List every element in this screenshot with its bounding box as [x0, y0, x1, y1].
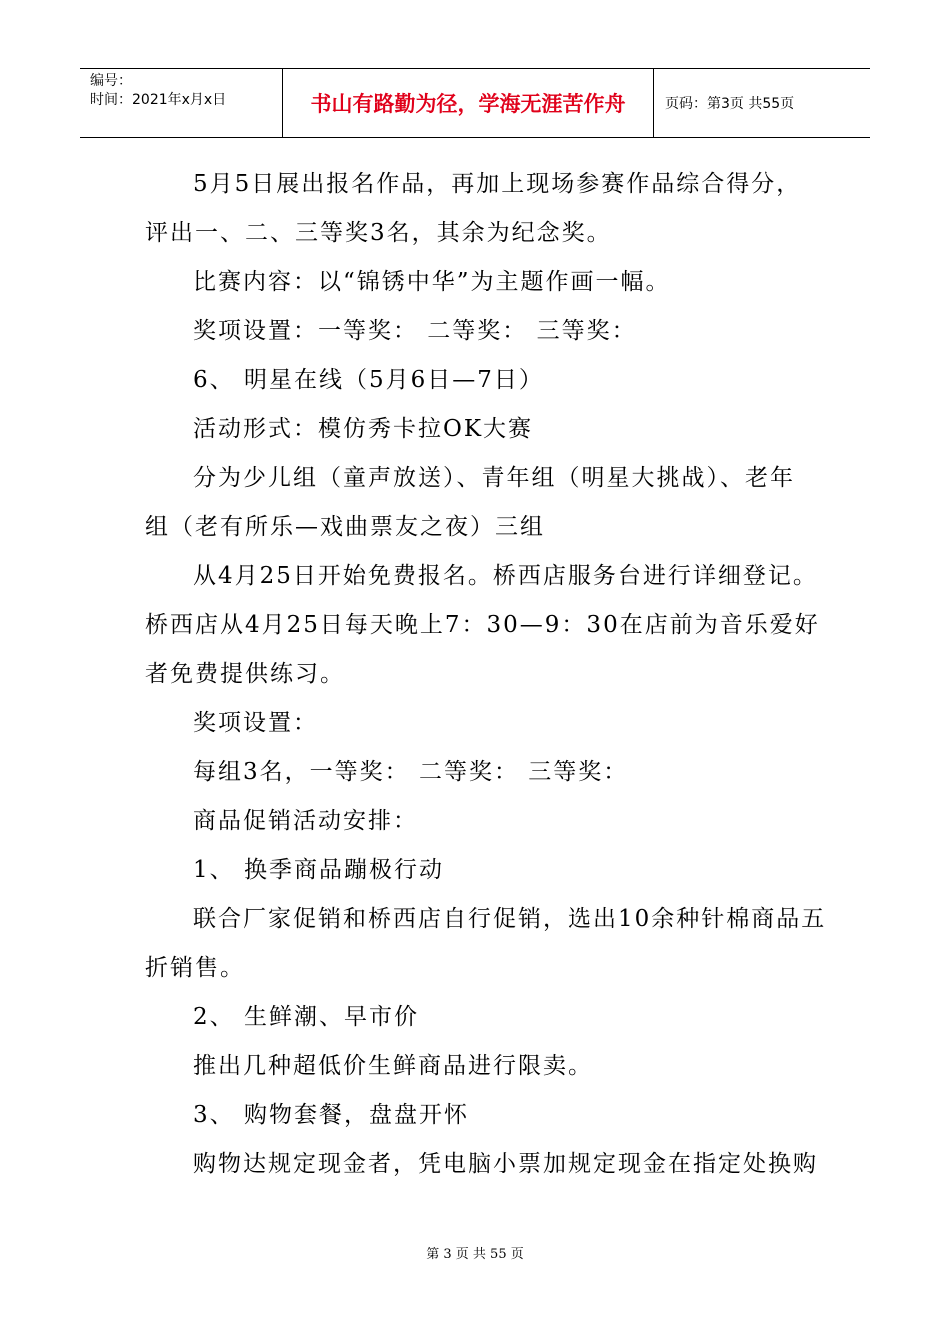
text-line: 分为少儿组（童声放送）、青年组（明星大挑战）、老年 — [193, 465, 795, 491]
text-line: 组（老有所乐—戏曲票友之夜）三组 — [145, 514, 545, 540]
section-heading: 6、 明星在线（5月6日—7日） — [193, 367, 544, 393]
document-body — [145, 160, 827, 1189]
time-label: 时间：2021年x月x日 — [90, 92, 227, 108]
header-meta — [80, 69, 283, 137]
text-line: 商品促销活动安排： — [193, 808, 418, 834]
text-line: 奖项设置：一等奖： 二等奖： 三等奖： — [193, 318, 637, 344]
text-line: 奖项设置： — [193, 710, 318, 736]
text-line: 桥西店从4月25日每天晚上7：30—9：30在店前为音乐爱好 — [145, 612, 820, 638]
text-line: 从4月25日开始免费报名。桥西店服务台进行详细登记。 — [193, 563, 818, 589]
text-line: 推出几种超低价生鲜商品进行限卖。 — [193, 1053, 593, 1079]
header-page-info: 页码：第3页 共55页 — [665, 96, 795, 112]
text-line: 折销售。 — [145, 955, 245, 981]
text-line: 比赛内容：以“锦锈中华”为主题作画一幅。 — [193, 269, 671, 295]
text-line: 评出一、二、三等奖3名，其余为纪念奖。 — [145, 220, 612, 246]
number-label: 编号： — [90, 73, 132, 89]
section-heading: 3、 购物套餐，盘盘开怀 — [193, 1102, 469, 1128]
page-footer: 第 3 页 共 55 页 — [426, 1247, 524, 1262]
text-line: 5月5日展出报名作品，再加上现场参赛作品综合得分， — [193, 171, 802, 197]
text-line: 活动形式：模仿秀卡拉OK大赛 — [193, 416, 534, 442]
text-line: 者免费提供练习。 — [145, 661, 345, 687]
page-header — [80, 68, 870, 138]
text-line: 每组3名，一等奖： 二等奖： 三等奖： — [193, 759, 629, 785]
text-line: 联合厂家促销和桥西店自行促销，选出10余种针棉商品五 — [193, 906, 827, 932]
text-line: 购物达规定现金者，凭电脑小票加规定现金在指定处换购 — [193, 1151, 818, 1177]
header-motto: 书山有路勤为径，学海无涯苦作舟 — [283, 69, 654, 137]
section-heading: 2、 生鲜潮、早市价 — [193, 1004, 419, 1030]
section-heading: 1、 换季商品蹦极行动 — [193, 857, 444, 883]
